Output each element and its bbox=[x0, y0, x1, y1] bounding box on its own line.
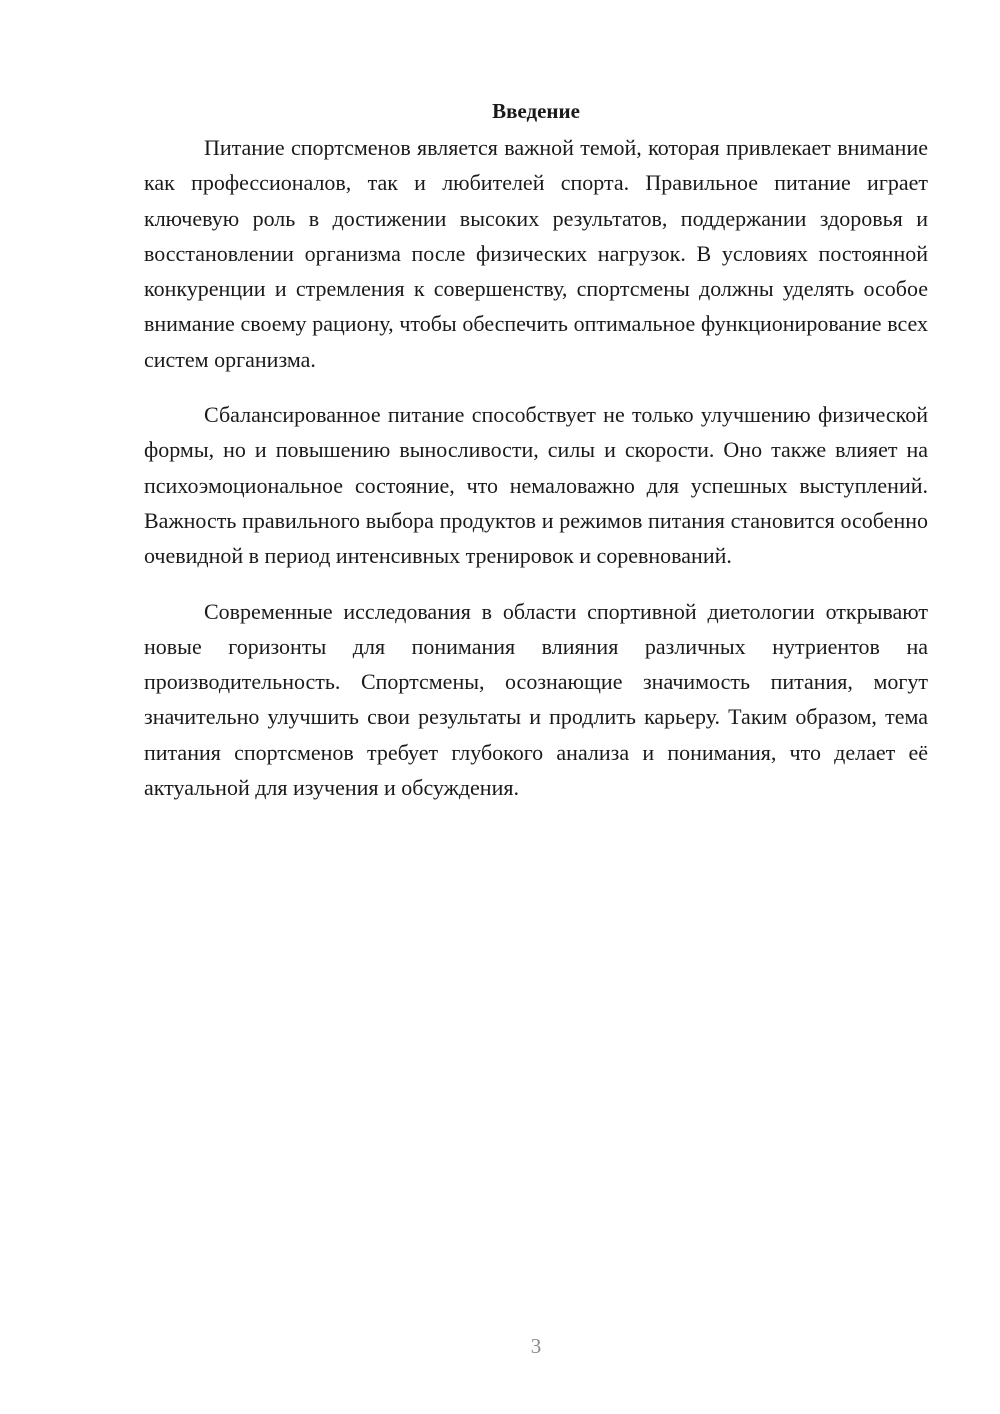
page-number: 3 bbox=[530, 1334, 542, 1358]
page-content bbox=[144, 96, 928, 825]
paragraph-3: Современные исследования в области спортивной диетологии открывают новые горизонты для понимания влияния различных нутриентов на производительность. Спортсмены, осознающие значимость питания, могут значительно улучшить свои результаты и продлить карьеру. Таким образом, тема питания спортсменов требует глубокого анализа и понимания, что делает её актуальной для изучения и обсуждения. bbox=[144, 598, 928, 801]
paragraph-1: Питание спортсменов является важной темой, которая привлекает внимание как профессионалов, так и любителей спорта. Правильное питание играет ключевую роль в достижении высоких результатов, поддержании здоровья и восстановлении организма после физических нагрузок. В условиях постоянной конкуренции и стремления к совершенству, спортсмены должны уделять особое внимание своему рациону, чтобы обеспечить оптимальное функционирование всех систем организма. bbox=[144, 135, 928, 372]
section-title: Введение bbox=[492, 99, 580, 123]
paragraph-2: Сбалансированное питание способствует не только улучшению физической формы, но и повышению выносливости, силы и скорости. Оно также влияет на психоэмоциональное состояние, что немаловажно для успешных выступлений. Важность правильного выбора продуктов и режимов питания становится особенно очевидной в период интенсивных тренировок и соревнований. bbox=[144, 402, 928, 569]
